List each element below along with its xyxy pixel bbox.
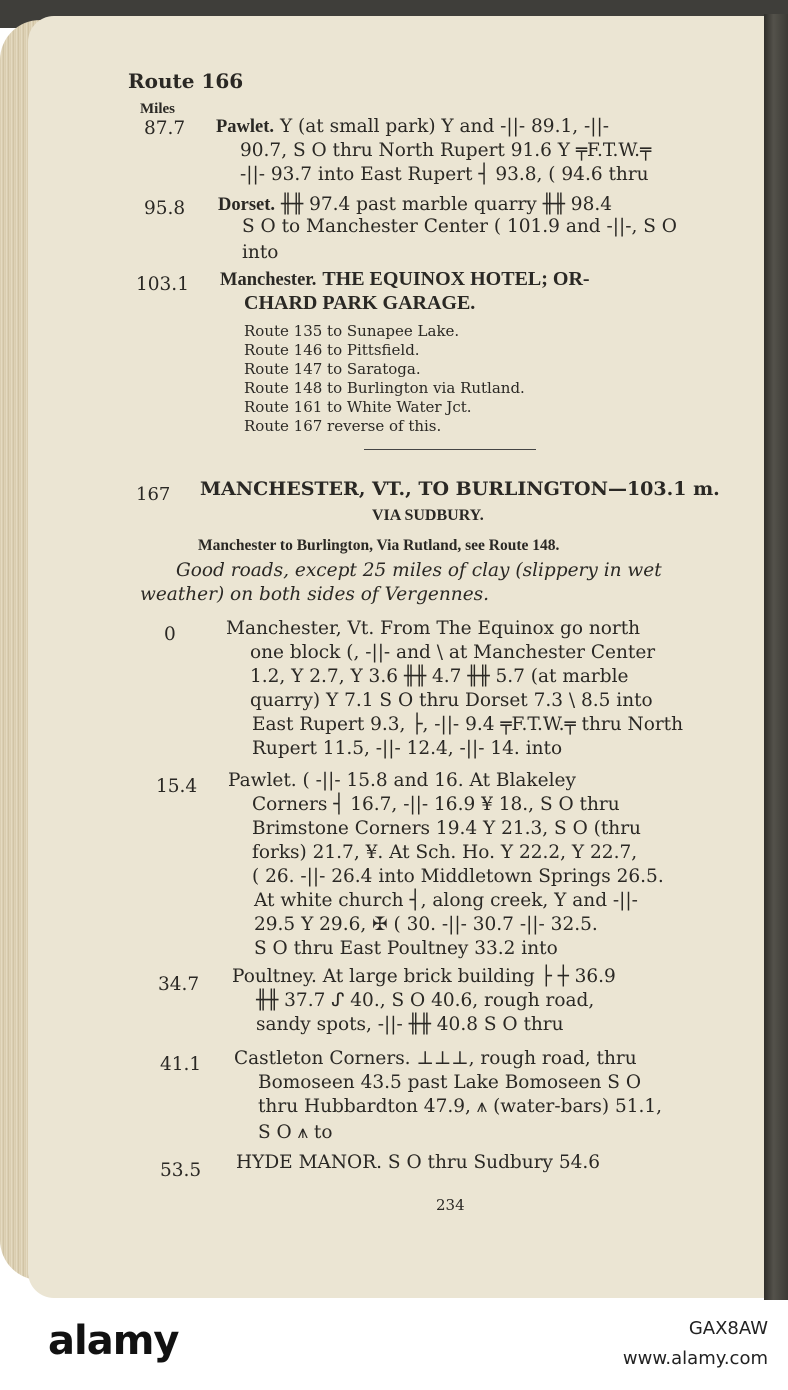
entry-line: Pawlet. Y (at small park) Y and -||- 89.1, -||- [216, 116, 609, 137]
entry-line: 29.5 Y 29.6, ✠ ( 30. -||- 30.7 -||- 32.5. [254, 914, 598, 935]
mile-0: 0 [164, 624, 176, 645]
mile-95-8: 95.8 [144, 198, 186, 219]
entry-line: Castleton Corners. ⊥⊥⊥, rough road, thru [234, 1048, 637, 1069]
entry-line: At white church ┤, along creek, Y and -||- [254, 890, 638, 911]
image-id: GAX8AW [688, 1318, 768, 1339]
miles-label: Miles [140, 101, 175, 117]
entry-line: Pawlet. ( -||- 15.8 and 16. At Blakeley [228, 770, 576, 791]
entry-line: Manchester, Vt. From The Equinox go north [226, 618, 641, 639]
entry-line: into [242, 242, 279, 263]
entry-line: quarry) Y 7.1 S O thru Dorset 7.3 \ 8.5 into [250, 690, 653, 711]
route-ref: Route 148 to Burlington via Rutland. [244, 379, 525, 397]
route-ref: Route 161 to White Water Jct. [244, 398, 472, 416]
mile-53-5: 53.5 [160, 1160, 202, 1181]
entry-line: one block (, -||- and \ at Manchester Center [250, 642, 656, 663]
entry-line: Manchester. THE EQUINOX HOTEL; OR- [220, 268, 590, 290]
entry-line: HYDE MANOR. S O thru Sudbury 54.6 [236, 1152, 601, 1173]
mile-103-1: 103.1 [136, 274, 189, 295]
entry-line: 1.2, Y 2.7, Y 3.6 ╫╫ 4.7 ╫╫ 5.7 (at marble [250, 666, 629, 687]
mile-34-7: 34.7 [158, 974, 200, 995]
entry-line: thru Hubbardton 47.9, ⩚ (water-bars) 51.1, [258, 1096, 663, 1117]
route-number: 167 [136, 484, 171, 505]
route-description: Good roads, except 25 miles of clay (slippery in wet [176, 560, 662, 581]
entry-line: S O to Manchester Center ( 101.9 and -||-, S O [242, 216, 677, 237]
route-description: weather) on both sides of Vergennes. [140, 584, 490, 605]
route-ref: Route 167 reverse of this. [244, 417, 442, 435]
entry-line: Poultney. At large brick building ├ ┼ 36.9 [232, 966, 616, 987]
route-ref: Route 147 to Saratoga. [244, 360, 421, 378]
mile-87-7: 87.7 [144, 118, 186, 139]
section-divider [364, 449, 536, 450]
entry-line: Dorset. ╫╫ 97.4 past marble quarry ╫╫ 98.4 [218, 194, 612, 215]
entry-line: S O ⩚ to [258, 1122, 333, 1143]
entry-line: S O thru East Poultney 33.2 into [254, 938, 558, 959]
route-note: Manchester to Burlington, Via Rutland, see Route 148. [198, 537, 560, 554]
alamy-logo: alamy [48, 1318, 179, 1364]
route-ref: Route 135 to Sunapee Lake. [244, 322, 460, 340]
entry-line: Rupert 11.5, -||- 12.4, -||- 14. into [252, 738, 563, 759]
entry-line: -||- 93.7 into East Rupert ┤ 93.8, ( 94.6 thru [240, 164, 649, 185]
entry-line: Brimstone Corners 19.4 Y 21.3, S O (thru [252, 818, 641, 839]
stock-url: www.alamy.com [622, 1348, 768, 1369]
mile-41-1: 41.1 [160, 1054, 202, 1075]
entry-line: ( 26. -||- 26.4 into Middletown Springs 26.5. [252, 866, 664, 887]
page-number: 234 [436, 1196, 465, 1214]
route-title: MANCHESTER, VT., TO BURLINGTON—103.1 m. [200, 478, 720, 500]
entry-line: sandy spots, -||- ╫╫ 40.8 S O thru [256, 1014, 564, 1035]
entry-line: forks) 21.7, ¥. At Sch. Ho. Y 22.2, Y 22.7, [252, 842, 638, 863]
mile-15-4: 15.4 [156, 776, 198, 797]
route-via: VIA SUDBURY. [372, 507, 484, 524]
route-header: Route 166 [128, 69, 244, 93]
entry-line: Corners ┤ 16.7, -||- 16.9 ¥ 18., S O thru [252, 794, 620, 815]
entry-line: East Rupert 9.3, ├, -||- 9.4 ╤F.T.W.╤ thru North [252, 714, 684, 735]
route-ref: Route 146 to Pittsfield. [244, 341, 420, 359]
entry-line: CHARD PARK GARAGE. [244, 292, 476, 314]
entry-line: ╫╫ 37.7 ᔑ 40., S O 40.6, rough road, [256, 990, 595, 1011]
entry-line: 90.7, S O thru North Rupert 91.6 Y ╤F.T.W.╤ [240, 140, 652, 161]
entry-line: Bomoseen 43.5 past Lake Bomoseen S O [258, 1072, 642, 1093]
